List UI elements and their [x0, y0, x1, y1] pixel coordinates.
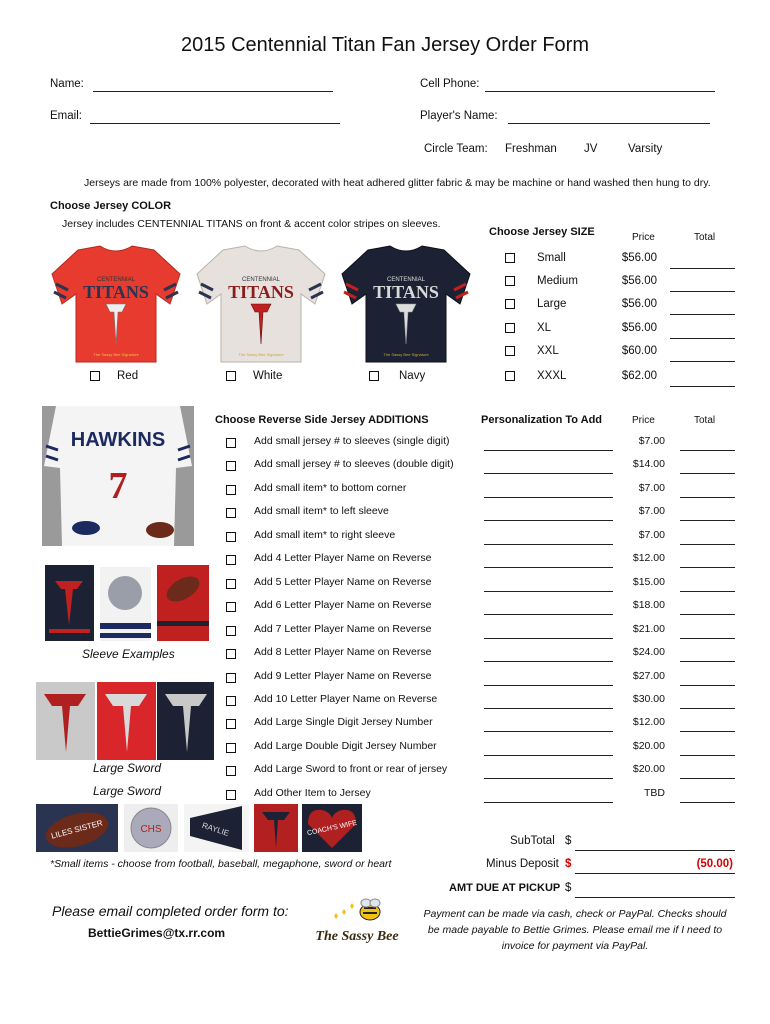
addition-price: $7.00: [638, 482, 665, 494]
addition-price: $20.00: [632, 740, 665, 752]
size-label: XXXL: [537, 370, 567, 382]
small-item-megaphone-text: RAYLIE: [200, 820, 231, 839]
small-item-sword: [254, 804, 298, 852]
addition-checkbox[interactable]: [226, 602, 236, 612]
sleeve-example-3: [157, 565, 209, 641]
addition-label: Add Other Item to Jersey: [254, 787, 371, 799]
size-price: $56.00: [621, 322, 657, 334]
addition-total-field[interactable]: [680, 731, 735, 732]
additions-total-header: Total: [694, 415, 716, 426]
addition-label: Add 5 Letter Player Name on Reverse: [254, 576, 432, 588]
addition-label: Add 8 Letter Player Name on Reverse: [254, 646, 432, 658]
size-label: Small: [537, 252, 566, 264]
addition-price: $7.00: [638, 505, 665, 517]
addition-price: $18.00: [632, 599, 665, 611]
red-jersey-image: [50, 244, 182, 366]
sleeve-example-1: [45, 565, 94, 641]
email-instruction: Please email completed order form to:: [52, 903, 289, 919]
personalization-field[interactable]: [484, 473, 613, 474]
size-heading: Choose Jersey SIZE: [489, 226, 595, 238]
addition-total-field[interactable]: [680, 614, 735, 615]
addition-label: Add 4 Letter Player Name on Reverse: [254, 552, 432, 564]
personalization-field[interactable]: [484, 450, 613, 451]
sleeve-example-2: [100, 567, 151, 641]
jersey-front-text: TITANS: [228, 282, 294, 302]
name-field[interactable]: [93, 91, 333, 92]
deposit-value: (50.00): [696, 858, 733, 870]
small-item-heart-text: COACH'S WIFE: [306, 819, 358, 838]
addition-checkbox[interactable]: [226, 649, 236, 659]
payment-note: Payment can be made via cash, check or PayPal. Checks should be made payable to Bettie Grimes. Please email me if I need to invoice for payment via PayPal.: [423, 908, 727, 952]
addition-price: $21.00: [632, 623, 665, 635]
jersey-front-text: TITANS: [83, 282, 149, 302]
jersey-top-text: CENTENNIAL: [241, 277, 281, 283]
size-total-field[interactable]: [670, 338, 735, 339]
logo-text: The Sassy Bee: [315, 929, 399, 944]
size-total-field[interactable]: [670, 361, 735, 362]
personalization-header: Personalization To Add: [481, 414, 603, 426]
addition-total-field[interactable]: [680, 591, 735, 592]
size-checkbox[interactable]: [505, 299, 515, 309]
size-price-header: Price: [632, 232, 655, 243]
large-sword-example-2: [97, 682, 156, 760]
large-sword-caption-2: Large Sword: [93, 784, 162, 798]
email-field[interactable]: [90, 123, 340, 124]
addition-total-field[interactable]: [680, 450, 735, 451]
personalization-field[interactable]: [484, 661, 613, 662]
addition-checkbox[interactable]: [226, 485, 236, 495]
addition-price: $12.00: [632, 716, 665, 728]
size-checkbox[interactable]: [505, 346, 515, 356]
addition-price: $27.00: [632, 670, 665, 682]
deposit-underline: [575, 873, 735, 874]
addition-price: $7.00: [638, 529, 665, 541]
addition-price: $30.00: [632, 693, 665, 705]
size-total-field[interactable]: [670, 386, 735, 387]
small-item-baseball-text: CHS: [140, 824, 162, 835]
navy-jersey-image: [340, 244, 472, 366]
addition-label: Add small item* to right sleeve: [254, 529, 396, 541]
addition-price: TBD: [644, 787, 665, 799]
size-label: Medium: [537, 275, 578, 287]
white-jersey-image: [195, 244, 327, 366]
size-total-header: Total: [694, 232, 716, 243]
addition-total-field[interactable]: [680, 778, 735, 779]
size-checkbox[interactable]: [505, 371, 515, 381]
large-sword-example-1: [36, 682, 95, 760]
subtotal-field[interactable]: [575, 850, 735, 851]
cell-phone-label: Cell Phone:: [420, 78, 480, 90]
white-color-checkbox[interactable]: [226, 371, 236, 381]
size-price: $56.00: [621, 298, 657, 310]
intro-text: Jerseys are made from 100% polyester, decorated with heat adhered glitter fabric & may be machine or hand washed then hung to dry.: [84, 177, 711, 189]
addition-total-field[interactable]: [680, 755, 735, 756]
addition-checkbox[interactable]: [226, 555, 236, 565]
red-color-label: Red: [117, 370, 139, 382]
addition-total-field[interactable]: [680, 497, 735, 498]
personalization-field[interactable]: [484, 708, 613, 709]
additions-heading: Choose Reverse Side Jersey ADDITIONS: [215, 414, 429, 426]
large-sword-caption-1: Large Sword: [93, 761, 162, 775]
addition-label: Add Large Sword to front or rear of jersey: [254, 763, 448, 775]
subtotal-dollar-sign: $: [565, 835, 572, 847]
size-label: XXL: [537, 345, 559, 357]
personalization-field[interactable]: [484, 520, 613, 521]
addition-label: Add small jersey # to sleeves (double digit): [254, 458, 454, 470]
addition-checkbox[interactable]: [226, 766, 236, 776]
personalization-field[interactable]: [484, 685, 613, 686]
personalization-field[interactable]: [484, 778, 613, 779]
jersey-top-text: CENTENNIAL: [386, 277, 426, 283]
size-label: XL: [537, 322, 552, 334]
addition-label: Add 7 Letter Player Name on Reverse: [254, 623, 432, 635]
personalization-field[interactable]: [484, 802, 613, 803]
addition-total-field[interactable]: [680, 802, 735, 803]
personalization-field[interactable]: [484, 614, 613, 615]
navy-color-checkbox[interactable]: [369, 371, 379, 381]
navy-color-label: Navy: [399, 370, 426, 382]
addition-price: $7.00: [638, 435, 665, 447]
jersey-tag-text: The Sassy Bee Signature: [238, 352, 284, 357]
sassy-bee-logo: [312, 898, 402, 950]
size-checkbox[interactable]: [505, 253, 515, 263]
page-title: 2015 Centennial Titan Fan Jersey Order Form: [181, 34, 589, 56]
personalization-field[interactable]: [484, 755, 613, 756]
small-item-football-text: LILES SISTER: [50, 818, 104, 841]
addition-total-field[interactable]: [680, 708, 735, 709]
player-name-field[interactable]: [508, 123, 710, 124]
addition-total-field[interactable]: [680, 685, 735, 686]
addition-total-field[interactable]: [680, 520, 735, 521]
size-total-field[interactable]: [670, 291, 735, 292]
addition-checkbox[interactable]: [226, 626, 236, 636]
addition-price: $24.00: [632, 646, 665, 658]
addition-checkbox[interactable]: [226, 719, 236, 729]
addition-label: Add Large Single Digit Jersey Number: [254, 716, 433, 728]
small-item-megaphone: [184, 804, 249, 852]
back-number-text: 7: [108, 465, 128, 507]
large-sword-example-3: [157, 682, 214, 760]
personalization-field[interactable]: [484, 544, 613, 545]
team-option-jv[interactable]: JV: [584, 143, 598, 155]
personalization-field[interactable]: [484, 497, 613, 498]
contact-email-link[interactable]: BettieGrimes@tx.rr.com: [88, 926, 226, 940]
deposit-dollar-sign: $: [565, 858, 572, 870]
personalization-field[interactable]: [484, 731, 613, 732]
jersey-tag-text: The Sassy Bee Signature: [383, 352, 429, 357]
additions-price-header: Price: [632, 415, 655, 426]
addition-checkbox[interactable]: [226, 790, 236, 800]
addition-label: Add 10 Letter Player Name on Reverse: [254, 693, 438, 705]
size-price: $56.00: [621, 252, 657, 264]
addition-checkbox[interactable]: [226, 673, 236, 683]
amount-due-dollar-sign: $: [565, 882, 572, 894]
addition-total-field[interactable]: [680, 473, 735, 474]
addition-checkbox[interactable]: [226, 438, 236, 448]
addition-checkbox[interactable]: [226, 696, 236, 706]
personalization-field[interactable]: [484, 591, 613, 592]
addition-total-field[interactable]: [680, 544, 735, 545]
addition-checkbox[interactable]: [226, 532, 236, 542]
small-item-heart: [302, 804, 362, 852]
amount-due-field[interactable]: [575, 897, 735, 898]
addition-label: Add 6 Letter Player Name on Reverse: [254, 599, 432, 611]
addition-checkbox[interactable]: [226, 579, 236, 589]
size-total-field[interactable]: [670, 268, 735, 269]
size-price: $62.00: [621, 370, 657, 382]
size-label: Large: [537, 298, 567, 310]
back-name-text: HAWKINS: [70, 429, 166, 451]
addition-checkbox[interactable]: [226, 508, 236, 518]
addition-label: Add small jersey # to sleeves (single digit): [254, 435, 450, 447]
name-label: Name:: [50, 78, 84, 90]
size-price: $60.00: [621, 345, 657, 357]
addition-checkbox[interactable]: [226, 461, 236, 471]
sleeve-examples-caption: Sleeve Examples: [82, 647, 175, 661]
jersey-back-photo: [42, 406, 194, 546]
cell-phone-field[interactable]: [485, 91, 715, 92]
color-subtext: Jersey includes CENTENNIAL TITANS on front & accent color stripes on sleeves.: [62, 218, 441, 230]
addition-checkbox[interactable]: [226, 743, 236, 753]
deposit-label: Minus Deposit: [486, 858, 559, 870]
size-checkbox[interactable]: [505, 323, 515, 333]
amount-due-label: AMT DUE AT PICKUP: [449, 882, 561, 894]
color-heading: Choose Jersey COLOR: [50, 200, 172, 212]
addition-price: $14.00: [632, 458, 665, 470]
small-item-baseball: [124, 804, 178, 852]
subtotal-label: SubTotal: [510, 835, 555, 847]
team-option-varsity[interactable]: Varsity: [628, 143, 663, 155]
addition-total-field[interactable]: [680, 567, 735, 568]
jersey-tag-text: The Sassy Bee Signature: [93, 352, 139, 357]
addition-label: Add small item* to bottom corner: [254, 482, 407, 494]
jersey-top-text: CENTENNIAL: [96, 277, 136, 283]
addition-total-field[interactable]: [680, 661, 735, 662]
player-name-label: Player's Name:: [420, 110, 498, 122]
addition-price: $12.00: [632, 552, 665, 564]
size-total-field[interactable]: [670, 314, 735, 315]
addition-total-field[interactable]: [680, 638, 735, 639]
team-option-freshman[interactable]: Freshman: [505, 143, 557, 155]
addition-price: $15.00: [632, 576, 665, 588]
red-color-checkbox[interactable]: [90, 371, 100, 381]
size-price: $56.00: [621, 275, 657, 287]
size-checkbox[interactable]: [505, 276, 515, 286]
addition-price: $20.00: [632, 763, 665, 775]
email-label: Email:: [50, 110, 82, 122]
personalization-field[interactable]: [484, 567, 613, 568]
circle-team-label: Circle Team:: [424, 143, 488, 155]
addition-label: Add 9 Letter Player Name on Reverse: [254, 670, 432, 682]
small-items-note: *Small items - choose from football, baseball, megaphone, sword or heart: [50, 858, 392, 870]
addition-label: Add Large Double Digit Jersey Number: [254, 740, 437, 752]
small-item-football: [36, 804, 118, 852]
jersey-front-text: TITANS: [373, 282, 439, 302]
personalization-field[interactable]: [484, 638, 613, 639]
addition-label: Add small item* to left sleeve: [254, 505, 389, 517]
white-color-label: White: [253, 370, 283, 382]
